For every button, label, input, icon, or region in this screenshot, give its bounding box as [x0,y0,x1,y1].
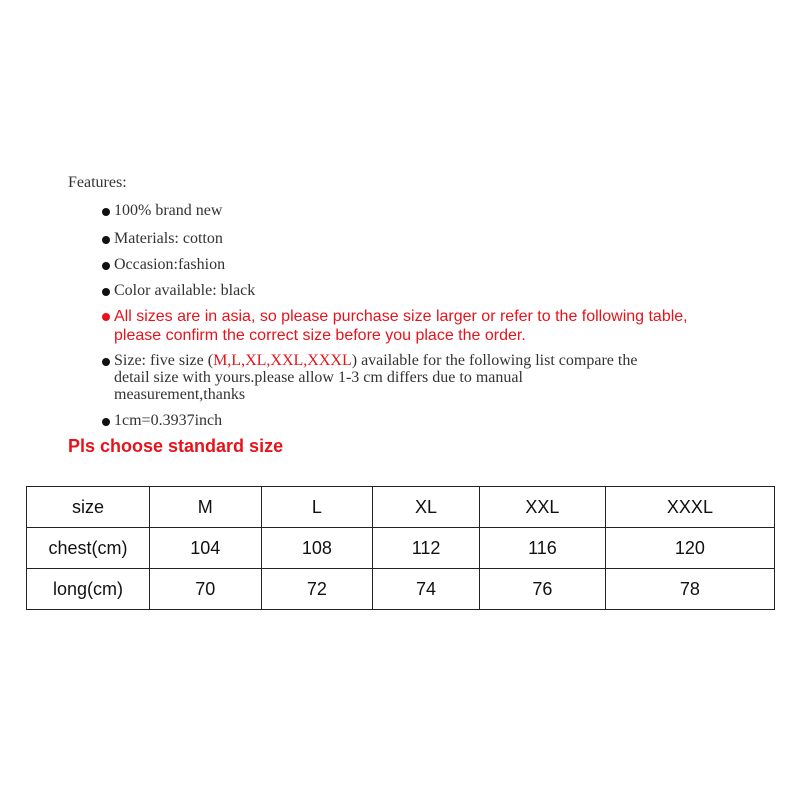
feature-item-color [100,282,255,300]
size-suffix: ) available for the following list compare the [351,352,638,369]
bullet-icon [102,418,110,426]
table-cell: M [150,487,262,528]
feature-text: Materials: cotton [114,230,223,247]
feature-item-occasion [100,256,225,274]
table-cell: XL [373,487,480,528]
table-cell: 72 [261,569,373,610]
size-table [26,486,775,610]
feature-item-materials [100,230,223,248]
feature-text: Color available: black [114,282,256,299]
feature-item-brand-new [100,202,222,220]
feature-item-conversion [100,412,222,430]
size-line-2: detail size with yours.please allow 1-3 cm differs due to manual [114,369,523,386]
note-line-1: All sizes are in asia, so please purchase size larger or refer to the following table, [114,308,688,325]
table-cell: 76 [479,569,605,610]
bullet-icon [102,208,110,216]
feature-item-asia-size-note [100,307,754,345]
table-row [27,528,775,569]
table-row-header [27,487,775,528]
table-cell: size [27,487,150,528]
bullet-icon [102,236,110,244]
table-cell: 70 [150,569,262,610]
feature-text: 100% brand new [114,202,223,219]
bullet-icon [102,358,110,366]
table-cell: 116 [479,528,605,569]
table-cell: 108 [261,528,373,569]
table-cell: 112 [373,528,480,569]
size-list: M,L,XL,XXL,XXXL [213,352,352,369]
standard-size-heading: Pls choose standard size [68,436,284,456]
bullet-icon [102,288,110,296]
size-prefix: Size: five size ( [114,352,214,369]
table-cell: chest(cm) [27,528,150,569]
feature-text: Occasion:fashion [114,256,226,273]
table-cell: 78 [605,569,774,610]
feature-item-size-info [100,352,774,403]
table-cell: 74 [373,569,480,610]
size-line-3: measurement,thanks [114,386,246,403]
table-cell: XXL [479,487,605,528]
table-row [27,569,775,610]
table-cell: XXXL [605,487,774,528]
bullet-icon [102,313,110,321]
table-cell: 104 [150,528,262,569]
table-cell: long(cm) [27,569,150,610]
features-title: Features: [68,174,127,191]
conversion-text: 1cm=0.3937inch [114,412,223,429]
bullet-icon [102,262,110,270]
table-cell: 120 [605,528,774,569]
table-cell: L [261,487,373,528]
note-line-2: please confirm the correct size before you place the order. [114,327,526,344]
